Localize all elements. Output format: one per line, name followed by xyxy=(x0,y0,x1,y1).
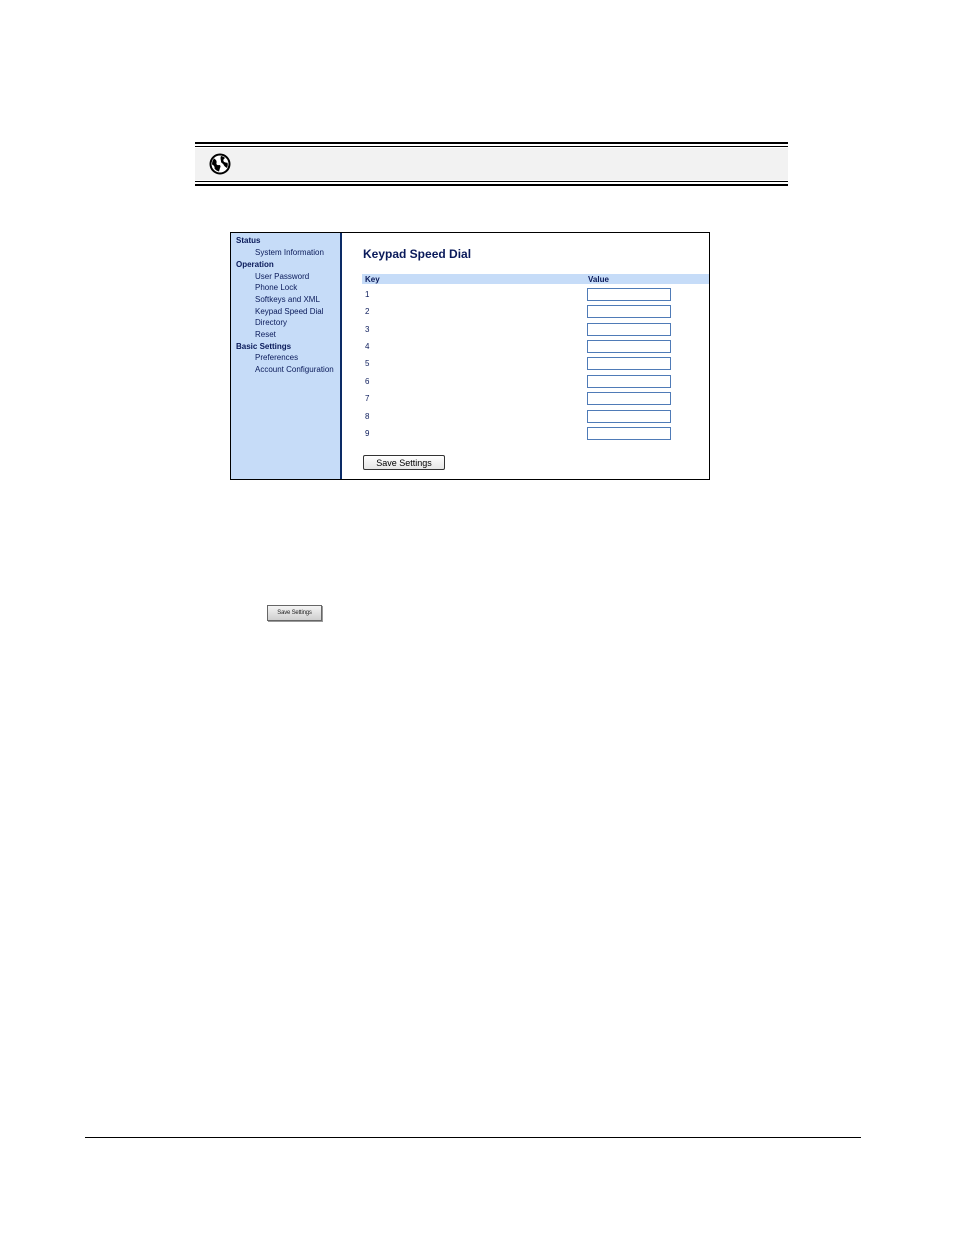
footer-rule xyxy=(85,1137,861,1138)
sidebar-item-directory[interactable]: Directory xyxy=(255,318,288,327)
sidebar-item-softkeys-and-xml[interactable]: Softkeys and XML xyxy=(255,295,320,304)
row-key-label: 7 xyxy=(365,394,370,403)
band-rule-top-thin xyxy=(195,146,788,147)
speed-dial-value-input[interactable] xyxy=(587,305,671,318)
speed-dial-value-input[interactable] xyxy=(587,340,671,353)
page-title: Keypad Speed Dial xyxy=(363,247,472,261)
row-key-label: 4 xyxy=(365,342,370,351)
speed-dial-value-input[interactable] xyxy=(587,375,671,388)
globe-icon xyxy=(208,152,232,176)
row-key-label: 6 xyxy=(365,377,370,386)
table-header xyxy=(362,274,709,284)
speed-dial-value-input[interactable] xyxy=(587,323,671,336)
save-settings-button[interactable]: Save Settings xyxy=(363,455,445,470)
band-rule-top xyxy=(195,142,788,144)
sidebar-heading-basic-settings: Basic Settings xyxy=(236,342,292,351)
sidebar-item-user-password[interactable]: User Password xyxy=(255,272,310,281)
sidebar xyxy=(231,233,342,479)
band-rule-bottom xyxy=(195,184,788,186)
sidebar-heading-operation: Operation xyxy=(236,260,274,269)
speed-dial-value-input[interactable] xyxy=(587,410,671,423)
band-fill xyxy=(195,148,788,180)
row-key-label: 2 xyxy=(365,307,370,316)
speed-dial-value-input[interactable] xyxy=(587,288,671,301)
speed-dial-value-input[interactable] xyxy=(587,392,671,405)
sidebar-item-system-information[interactable]: System Information xyxy=(255,248,324,257)
speed-dial-value-input[interactable] xyxy=(587,357,671,370)
column-header-key: Key xyxy=(365,275,380,284)
column-header-value: Value xyxy=(588,275,609,284)
row-key-label: 8 xyxy=(365,412,370,421)
sidebar-item-preferences[interactable]: Preferences xyxy=(255,353,299,362)
row-key-label: 5 xyxy=(365,359,370,368)
main-panel xyxy=(342,233,709,479)
sidebar-item-phone-lock[interactable]: Phone Lock xyxy=(255,283,298,292)
save-settings-button-image: Save Settings xyxy=(267,605,322,621)
sidebar-item-reset[interactable]: Reset xyxy=(255,330,276,339)
note-band xyxy=(195,142,788,186)
row-key-label: 9 xyxy=(365,429,370,438)
sidebar-heading-status: Status xyxy=(236,236,261,245)
web-ui-screenshot xyxy=(230,232,710,480)
row-key-label: 1 xyxy=(365,290,370,299)
sidebar-item-keypad-speed-dial[interactable]: Keypad Speed Dial xyxy=(255,307,324,316)
sidebar-item-account-configuration[interactable]: Account Configuration xyxy=(255,365,334,374)
band-rule-bottom-thin xyxy=(195,181,788,182)
row-key-label: 3 xyxy=(365,325,370,334)
speed-dial-value-input[interactable] xyxy=(587,427,671,440)
